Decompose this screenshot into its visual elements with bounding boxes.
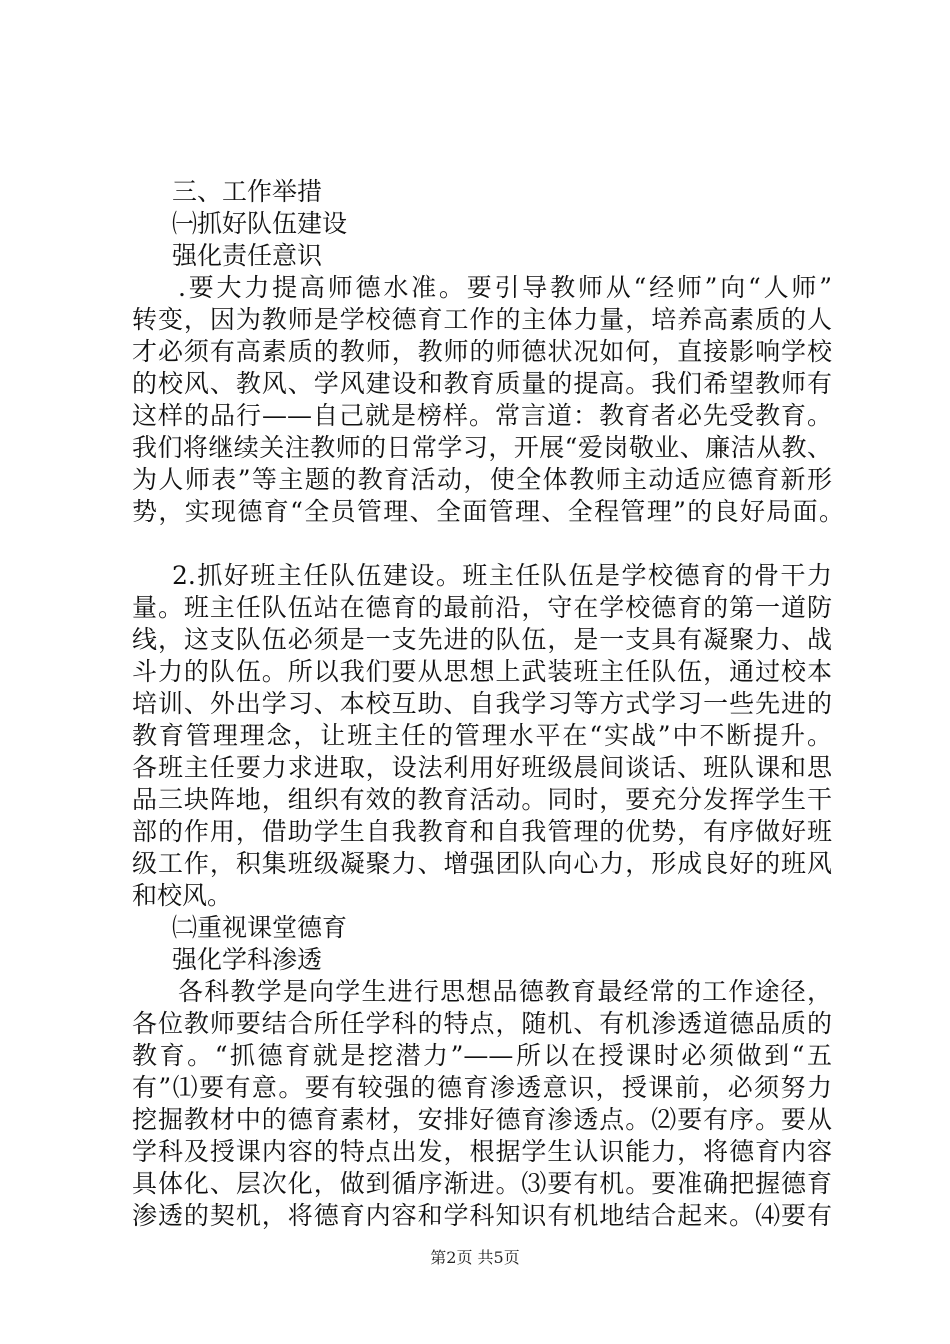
paragraph-line: 这样的品行——自己就是榜样。常言道：教育者必先受教育。 (132, 401, 832, 430)
paragraph-line: .要大力提高师德水准。要引导教师从“经师”向“人师” (178, 273, 832, 302)
paragraph-line: 各位教师要结合所任学科的特点，随机、有机渗透道德品质的 (132, 1009, 832, 1038)
paragraph-line: 教育。“抓德育就是挖潜力”——所以在授课时必须做到“五 (132, 1041, 832, 1070)
paragraph-line: 品三块阵地，组织有效的教育活动。同时，要充分发挥学生干 (132, 785, 832, 814)
paragraph-line: 量。班主任队伍站在德育的最前沿，守在学校德育的第一道防 (132, 593, 832, 622)
paragraph-line: 线，这支队伍必须是一支先进的队伍，是一支具有凝聚力、战 (132, 625, 832, 654)
paragraph-line: 各班主任要力求进取，设法利用好班级晨间谈话、班队课和思 (132, 753, 832, 782)
paragraph-line: 培训、外出学习、本校互助、自我学习等方式学习一些先进的 (132, 689, 832, 718)
paragraph-line: 有”⑴要有意。要有较强的德育渗透意识，授课前，必须努力 (132, 1073, 832, 1102)
paragraph-line: 我们将继续关注教师的日常学习，开展“爱岗敬业、廉洁从教、 (132, 433, 832, 462)
paragraph-line: 挖掘教材中的德育素材，安排好德育渗透点。⑵要有序。要从 (132, 1105, 832, 1134)
subsection-heading: ㈡重视课堂德育 (172, 913, 348, 942)
paragraph-line: 才必须有高素质的教师，教师的师德状况如何，直接影响学校 (132, 337, 832, 366)
paragraph-line: 和校风。 (132, 881, 233, 910)
paragraph-line: 2.抓好班主任队伍建设。班主任队伍是学校德育的骨干力 (172, 561, 832, 590)
paragraph-line: 的校风、教风、学风建设和教育质量的提高。我们希望教师有 (132, 369, 832, 398)
paragraph-line: 教育管理理念，让班主任的管理水平在“实战”中不断提升。 (132, 721, 832, 750)
paragraph-line: 级工作，积集班级凝聚力、增强团队向心力，形成良好的班风 (132, 849, 832, 878)
paragraph-line: 斗力的队伍。所以我们要从思想上武装班主任队伍，通过校本 (132, 657, 832, 686)
paragraph-line: 转变，因为教师是学校德育工作的主体力量，培养高素质的人 (132, 305, 832, 334)
subsection-subtitle: 强化责任意识 (172, 241, 323, 270)
paragraph-line: 部的作用，借助学生自我教育和自我管理的优势，有序做好班 (132, 817, 832, 846)
paragraph-line: 渗透的契机，将德育内容和学科知识有机地结合起来。⑷要有 (132, 1201, 832, 1230)
page-number: 第2页 共5页 (430, 1248, 520, 1267)
paragraph-line: 各科教学是向学生进行思想品德教育最经常的工作途径， (178, 977, 832, 1006)
subsection-subtitle: 强化学科渗透 (172, 945, 323, 974)
paragraph-line: 具体化、层次化，做到循序渐进。⑶要有机。要准确把握德育 (132, 1169, 832, 1198)
section-heading: 三、工作举措 (172, 177, 323, 206)
paragraph-line: 学科及授课内容的特点出发，根据学生认识能力，将德育内容 (132, 1137, 832, 1166)
paragraph-line: 为人师表”等主题的教育活动，使全体教师主动适应德育新形 (132, 465, 832, 494)
paragraph-line: 势，实现德育“全员管理、全面管理、全程管理”的良好局面。 (132, 497, 844, 526)
subsection-heading: ㈠抓好队伍建设 (172, 209, 348, 238)
